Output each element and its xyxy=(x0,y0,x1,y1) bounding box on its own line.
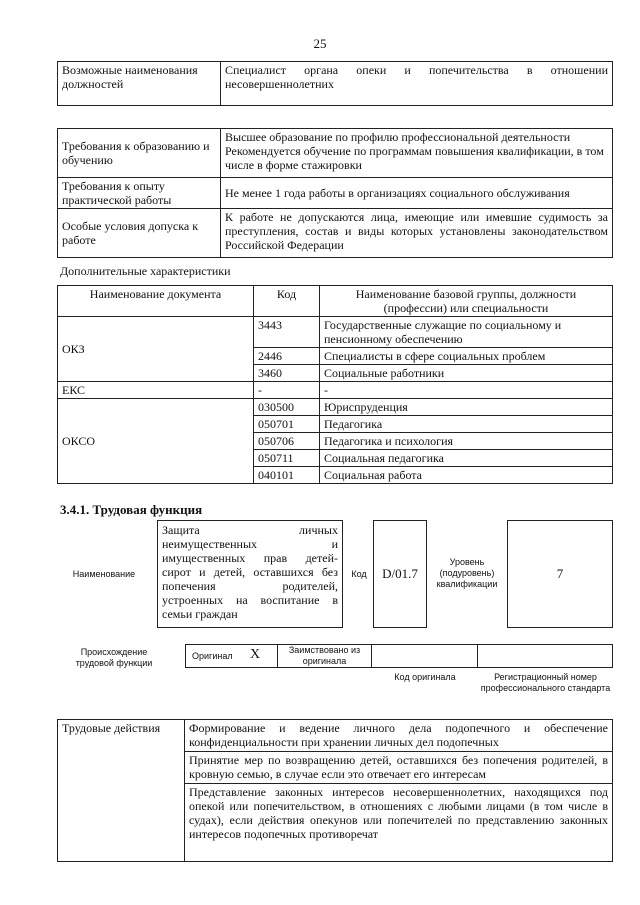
original-mark: X xyxy=(250,647,261,662)
code-original-label: Код оригинала xyxy=(394,672,456,682)
function-name-box xyxy=(157,520,343,628)
function-name-label: Наименование xyxy=(72,569,136,579)
action-item: Представление законных интересов несовершеннолетних, находящихся под опекой или попечительством, в отношениях с любыми лицами (в том числе в судах), если действия опекунов или попечителей по представлению законных интересов подопечных противоречат xyxy=(185,784,613,862)
code-box xyxy=(373,520,427,628)
positions-table xyxy=(57,61,613,106)
name-cell: Юриспруденция xyxy=(320,399,613,416)
function-name-line: семьи граждан xyxy=(162,607,238,621)
positions-label: Возможные наименования должностей xyxy=(58,62,221,106)
requirements-table xyxy=(57,128,613,258)
code-value: D/01.7 xyxy=(382,566,418,581)
actions-table xyxy=(57,719,613,862)
function-name-line: устроенных на воспитание в xyxy=(162,593,338,607)
positions-value: Специалист органа опеки и попечительства в отношении несовершеннолетних xyxy=(221,62,613,106)
name-cell: Государственные служащие по социальному и пенсионному обеспечению xyxy=(320,317,613,348)
conditions-value: К работе не допускаются лица, имеющие или имевшие судимость за преступления, состав и виды которых установлены законодательством Российской Федерации xyxy=(221,209,613,258)
original-label: Оригинал xyxy=(192,651,233,661)
borrowed-cell xyxy=(278,645,372,667)
code-cell: 2446 xyxy=(254,348,320,365)
code-cell: 050711 xyxy=(254,450,320,467)
origin-box xyxy=(185,644,613,668)
function-name-line: сирот и детей, оставшихся без xyxy=(162,565,338,579)
header-code: Код xyxy=(254,286,320,317)
level-label: Уровень (подуровень) квалификации xyxy=(436,557,498,589)
code-cell: 050706 xyxy=(254,433,320,450)
level-value: 7 xyxy=(556,566,564,581)
experience-label: Требования к опыту практической работы xyxy=(58,178,221,209)
code-original-cell xyxy=(372,645,478,667)
header-doc: Наименование документа xyxy=(58,286,254,317)
name-cell: Педагогика xyxy=(320,416,613,433)
actions-label: Трудовые действия xyxy=(58,720,185,862)
name-cell: Специалисты в сфере социальных проблем xyxy=(320,348,613,365)
code-cell: 050701 xyxy=(254,416,320,433)
code-cell: - xyxy=(254,382,320,399)
name-cell: Социальная педагогика xyxy=(320,450,613,467)
education-value: Высшее образование по профилю профессиональной деятельности Рекомендуется обучение по программам повышения квалификации, в том числе в форме стажировки xyxy=(221,129,613,178)
header-name: Наименование базовой группы, должности (профессии) или специальности xyxy=(320,286,613,317)
code-cell: 3460 xyxy=(254,365,320,382)
doc-okso: ОКСО xyxy=(58,399,254,484)
level-box xyxy=(507,520,613,628)
function-name-line: неимущественных и xyxy=(162,537,338,551)
conditions-label: Особые условия допуска к работе xyxy=(58,209,221,258)
function-name-line: Защита личных xyxy=(162,523,338,537)
function-name-line: попечения родителей, xyxy=(162,579,338,593)
section-title: 3.4.1. Трудовая функция xyxy=(60,502,203,517)
code-cell: 3443 xyxy=(254,317,320,348)
reg-number-label: Регистрационный номер профессионального стандарта xyxy=(480,672,611,693)
education-label: Требования к образованию и обучению xyxy=(58,129,221,178)
origin-label: Происхождение трудовой функции xyxy=(75,647,153,668)
doc-okz: ОКЗ xyxy=(58,317,254,382)
characteristics-table xyxy=(57,285,613,484)
name-cell: - xyxy=(320,382,613,399)
original-cell xyxy=(186,645,278,667)
name-cell: Социальные работники xyxy=(320,365,613,382)
name-cell: Социальная работа xyxy=(320,467,613,484)
experience-value: Не менее 1 года работы в организациях социального обслуживания xyxy=(221,178,613,209)
action-item: Формирование и ведение личного дела подопечного и обеспечение конфиденциальности при хранении личных дел подопечных xyxy=(185,720,613,752)
borrowed-label: Заимствовано из оригинала xyxy=(288,645,361,666)
function-name-line: имущественных прав детей- xyxy=(162,551,338,565)
name-cell: Педагогика и психология xyxy=(320,433,613,450)
code-cell: 040101 xyxy=(254,467,320,484)
code-cell: 030500 xyxy=(254,399,320,416)
page-number: 25 xyxy=(313,36,327,51)
additional-title: Дополнительные характеристики xyxy=(60,264,231,278)
code-label: Код xyxy=(351,569,367,579)
doc-eks: ЕКС xyxy=(58,382,254,399)
action-item: Принятие мер по возвращению детей, оставшихся без попечения родителей, в кровную семью, в случае если это отвечает его интересам xyxy=(185,752,613,784)
